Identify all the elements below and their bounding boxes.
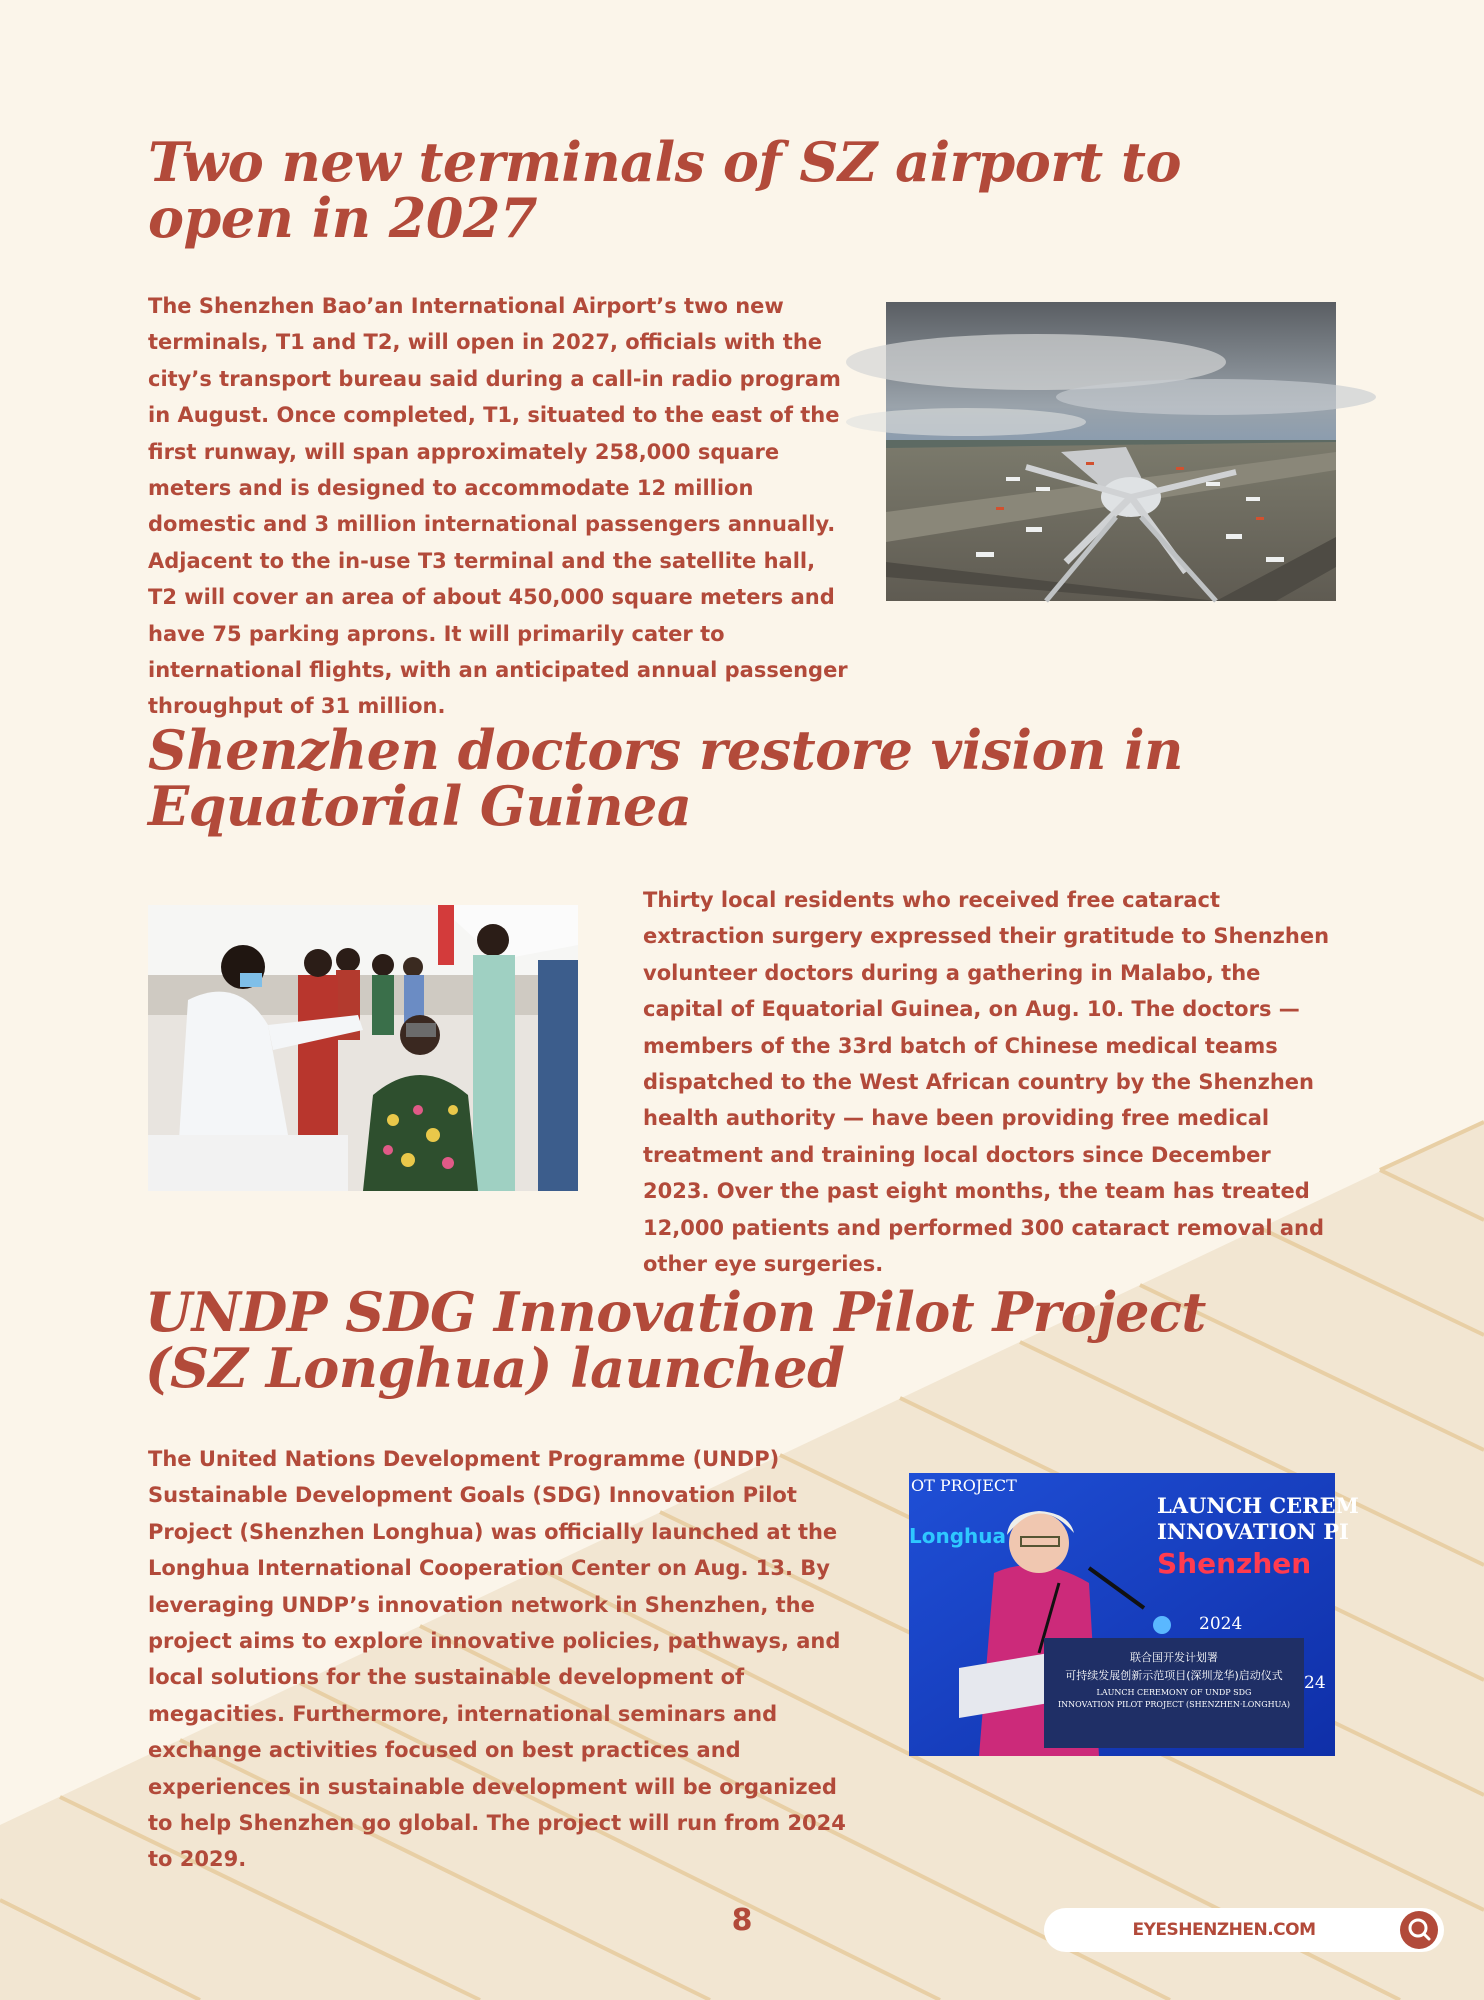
- article-3-title: UNDP SDG Innovation Pilot Project (SZ Longhua) launched: [145, 1280, 1206, 1400]
- site-link[interactable]: [1044, 1908, 1444, 1952]
- article-2-body: Thirty local residents who received free cataract extraction surgery expressed their gratitude to Shenzhen volunteer doctors during a gathering in Malabo, the capital of Equatorial Guinea, on Aug. 10. The doctors — members of the 33rd batch of Chinese medical teams dispatched to the West African country by the Shenzhen health authority — have been providing free medical treatment and training local doctors since December 2023. Over the past eight months, the team has treated 12,000 patients and performed 300 cataract removal and other eye surgeries.: [643, 888, 1330, 1277]
- search-icon[interactable]: [1400, 1911, 1438, 1949]
- podium-en-line2: INNOVATION PILOT PROJECT (SHENZHEN·LONGHUA): [1057, 1700, 1291, 1709]
- signage-year: 2024: [1199, 1614, 1243, 1634]
- article-1-body: The Shenzhen Bao’an International Airport’s two new terminals, T1 and T2, will open in 2027, officials with the city’s transport bureau said during a call-in radio program in August. Once completed, T1, situated to the east of the first runway, will span approximately 258,000 square meters and is designed to accommodate 12 million domestic and 3 million international passengers annually. Adjacent to the in-use T3 terminal and the satellite hall, T2 will cover an area of about 450,000 square meters and have 75 parking aprons. It will primarily cater to international flights, with an anticipated annual passenger throughput of 31 million.: [148, 294, 848, 719]
- podium-cn-line1: 联合国开发计划署: [1130, 1651, 1218, 1664]
- article-3-body: The United Nations Development Programme (UNDP) Sustainable Development Goals (SDG) Innovation Pilot Project (Shenzhen Longhua) was officially launched at the Longhua International Cooperation Center on Aug. 13. By leveraging UNDP’s innovation network in Shenzhen, the project aims to explore innovative policies, pathways, and local solutions for the sustainable development of megacities. Furthermore, international seminars and exchange activities focused on best practices and experiences in sustainable development will be organized to help Shenzhen go global. The project will run from 2024 to 2029.: [148, 1447, 846, 1872]
- site-url[interactable]: EYESHENZHEN.COM: [1132, 1920, 1316, 1940]
- airport-aerial-photo: [886, 302, 1336, 601]
- article-2-title: Shenzhen doctors restore vision in Equatorial Guinea: [148, 718, 1183, 838]
- eye-exam-photo: [148, 905, 578, 1191]
- signage-left-line: OT PROJECT: [911, 1476, 1017, 1495]
- signage-title-line1: LAUNCH CEREM: [1157, 1493, 1359, 1518]
- signage-title-line2: INNOVATION PI: [1157, 1519, 1349, 1544]
- podium-en-line1: LAUNCH CEREMONY OF UNDP SDG: [1096, 1688, 1252, 1697]
- page-number: 8: [731, 1903, 753, 1938]
- signage-city: Shenzhen: [1157, 1547, 1312, 1580]
- article-1-title: Two new terminals of SZ airport to open in 2027: [148, 130, 1181, 250]
- signage-year-right: 24: [1304, 1673, 1326, 1693]
- undp-launch-photo: [909, 1473, 1359, 1756]
- signage-left-place: Longhua: [909, 1524, 1007, 1548]
- podium-cn-line2: 可持续发展创新示范项目(深圳龙华)启动仪式: [1065, 1669, 1283, 1682]
